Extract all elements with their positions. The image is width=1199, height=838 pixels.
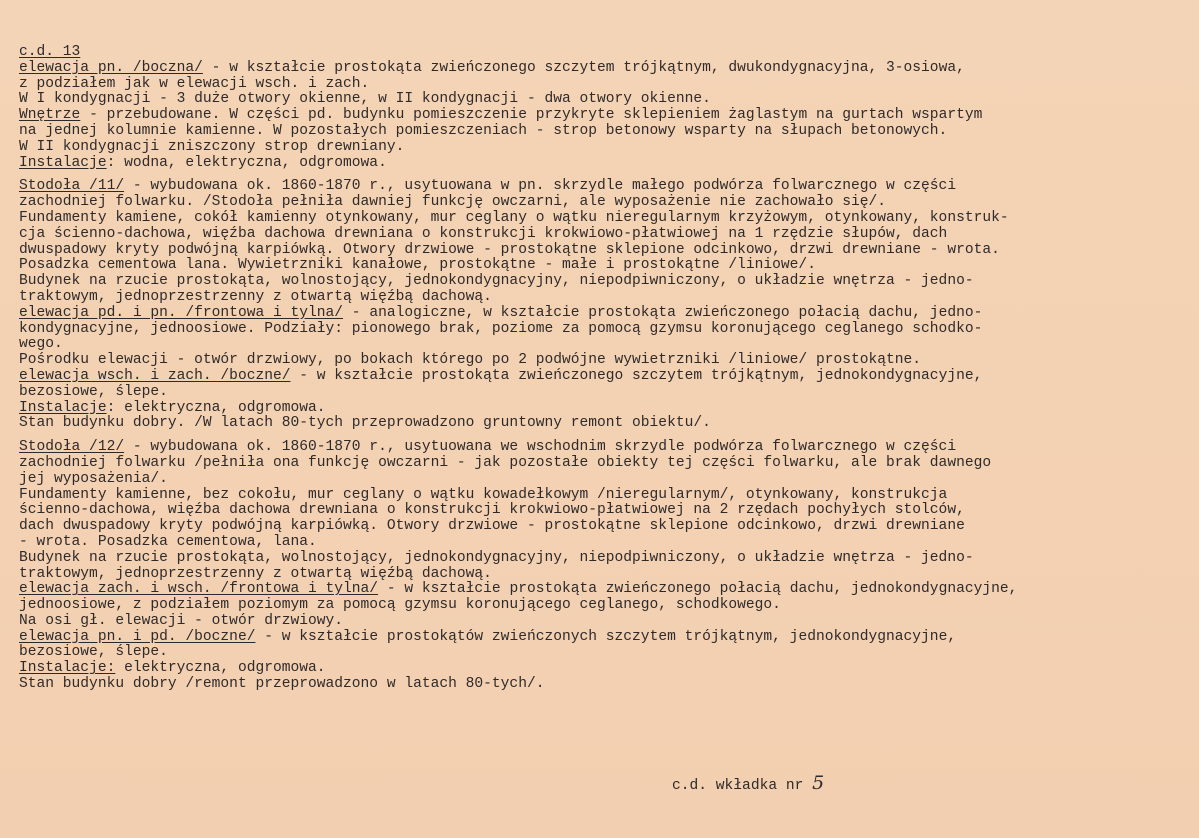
text-line xyxy=(19,92,1194,108)
text-line xyxy=(19,290,1194,306)
text-line xyxy=(19,488,1194,504)
line-text: - w kształcie prostokątów zwieńczonych szczytem trójkątnym, jednokondygnacyjne, xyxy=(255,628,957,645)
line-text: : wodna, elektryczna, odgromowa. xyxy=(106,154,387,171)
line-text: - przebudowane. W części pd. budynku pomieszczenie przykryte sklepieniem żaglastym na gurtach wspartym xyxy=(80,107,983,124)
line-text: Posadzka cementowa lana. Wywietrzniki kanałowe, prostokątne - małe i prostokątne /liniowe/. xyxy=(19,257,816,274)
line-text: cja ścienno-dachowa, więźba dachowa drewniana o konstrukcji krokwiowo-płatwiowej na 1 rzędzie słupów, dach xyxy=(19,225,948,242)
text-line xyxy=(19,472,1194,488)
line-text: - w kształcie prostokąta zwieńczonego połacią dachu, jednokondygnacyjne, xyxy=(378,581,1018,598)
text-line xyxy=(19,353,1194,369)
line-text: dwuspadowy kryty podwójną karpiówką. Otwory drzwiowe - prostokątne sklepione odcinkowo, drzwi drewniane - wrota. xyxy=(19,241,1000,258)
text-line xyxy=(19,598,1194,614)
line-text: W I kondygnacji - 3 duże otwory okienne, w II kondygnacji - dwa otwory okienne. xyxy=(19,91,711,108)
text-line xyxy=(19,401,1194,417)
underlined-heading: elewacja pd. i pn. /frontowa i tylna/ xyxy=(19,304,344,321)
text-line xyxy=(19,677,1194,693)
underlined-heading: c.d. 13 xyxy=(19,44,81,60)
text-line xyxy=(19,211,1194,227)
document-body xyxy=(19,45,1194,693)
line-text: wego. xyxy=(19,336,63,353)
footer-text: c.d. wkładka nr xyxy=(672,778,813,794)
line-text: kondygnacyjne, jednoosiowe. Podziały: pionowego brak, poziome za pomocą gzymsu koronującego ceglanego schodko- xyxy=(19,320,983,337)
line-text: - wybudowana ok. 1860-1870 r., usytuowana we wschodnim skrzydle podwórza folwarcznego w części xyxy=(124,439,957,456)
text-line xyxy=(19,306,1194,322)
text-line xyxy=(19,630,1194,646)
line-text: Budynek na rzucie prostokąta, wolnostojący, jednokondygnacyjny, niepodpiwniczony, o układzie wnętrza - jedno- xyxy=(19,549,974,566)
line-text: dach dwuspadowy kryty podwójną karpiówką. Otwory drzwiowe - prostokątne sklepione odcinkowo, drzwi drewniane xyxy=(19,518,965,535)
line-text: traktowym, jednoprzestrzenny z otwartą więźbą dachową. xyxy=(19,565,492,582)
underlined-heading: Instalacje: xyxy=(19,660,116,677)
footer-page-number: 5 xyxy=(812,772,825,794)
line-text: Pośrodku elewacji - otwór drzwiowy, po bokach którego po 2 podwójne wywietrzniki /liniowe/ prostokątne. xyxy=(19,352,922,369)
text-line xyxy=(19,274,1194,290)
text-line xyxy=(19,45,1194,61)
underlined-heading: Instalacje xyxy=(19,399,107,416)
text-line xyxy=(19,503,1194,519)
text-line xyxy=(19,440,1194,456)
text-line xyxy=(19,337,1194,353)
line-text: bezosiowe, ślepe. xyxy=(19,644,168,661)
text-line xyxy=(19,519,1194,535)
line-text: : elektryczna, odgromowa. xyxy=(106,399,326,416)
underlined-heading: elewacja wsch. i zach. /boczne/ xyxy=(19,367,291,384)
line-text: elektryczna, odgromowa. xyxy=(115,660,326,677)
text-line xyxy=(19,61,1194,77)
line-text: traktowym, jednoprzestrzenny z otwartą więźbą dachową. xyxy=(19,288,492,305)
line-text: zachodniej folwarku. /Stodoła pełniła dawniej funkcję owczarni, ale wyposażenie nie zachowało się/. xyxy=(19,194,887,211)
text-line xyxy=(19,535,1194,551)
underlined-heading: Wnętrze xyxy=(19,107,81,124)
line-text: jednoosiowe, z podziałem poziomym za pomocą gzymsu koronującego ceglanego, schodkowego. xyxy=(19,597,781,614)
text-line xyxy=(19,243,1194,259)
text-line xyxy=(19,369,1194,385)
line-text: zachodniej folwarku /pełniła ona funkcję owczarni - jak pozostałe obiekty tej części folwarku, ale brak dawnego xyxy=(19,454,992,471)
text-line xyxy=(19,567,1194,583)
line-text: bezosiowe, ślepe. xyxy=(19,383,168,400)
line-text: - analogiczne, w kształcie prostokąta zwieńczonego połacią dachu, jedno- xyxy=(343,304,983,321)
underlined-heading: elewacja zach. i wsch. /frontowa i tylna/ xyxy=(19,581,379,598)
text-line xyxy=(19,614,1194,630)
text-line xyxy=(19,77,1194,93)
text-line xyxy=(19,195,1194,211)
underlined-heading: Instalacje xyxy=(19,154,107,171)
line-text: - wrota. Posadzka cementowa, lana. xyxy=(19,533,317,550)
text-line xyxy=(19,645,1194,661)
line-text: - w kształcie prostokąta zwieńczonego szczytem trójkątnym, dwukondygnacyjna, 3-osiowa, xyxy=(202,59,965,76)
line-text: Fundamenty kamiene, cokół kamienny otynkowany, mur ceglany o wątku nieregularnym krzyżowym, otynkowany, konstruk- xyxy=(19,209,1009,226)
underlined-heading: Stodoła /12/ xyxy=(19,439,125,456)
text-line xyxy=(19,416,1194,432)
line-text: W II kondygnacji zniszczony strop drewniany. xyxy=(19,138,405,155)
line-text: Stan budynku dobry. /W latach 80-tych przeprowadzono gruntowny remont obiektu/. xyxy=(19,415,711,432)
line-text: jej wyposażenia/. xyxy=(19,470,168,487)
text-line xyxy=(19,661,1194,677)
text-line xyxy=(19,227,1194,243)
text-line xyxy=(19,108,1194,124)
text-line xyxy=(19,582,1194,598)
line-text: - wybudowana ok. 1860-1870 r., usytuowana w pn. skrzydle małego podwórza folwarcznego w części xyxy=(124,178,957,195)
text-line xyxy=(19,456,1194,472)
underlined-heading: Stodoła /11/ xyxy=(19,178,125,195)
underlined-heading: elewacja pn. /boczna/ xyxy=(19,59,203,76)
line-text: Fundamenty kamienne, bez cokołu, mur ceglany o wątku kowadełkowym /nieregularnym/, otynkowany, konstrukcja xyxy=(19,486,948,503)
line-text: Na osi gł. elewacji - otwór drzwiowy. xyxy=(19,612,344,629)
line-text: - w kształcie prostokąta zwieńczonego szczytem trójkątnym, jednokondygnacyjne, xyxy=(290,367,983,384)
line-text: z podziałem jak w elewacji wsch. i zach. xyxy=(19,75,370,92)
line-text: na jednej kolumnie kamienne. W pozostałych pomieszczeniach - strop betonowy wsparty na słupach betonowych. xyxy=(19,122,948,139)
text-line xyxy=(19,258,1194,274)
underlined-heading: elewacja pn. i pd. /boczne/ xyxy=(19,628,256,645)
text-line xyxy=(19,124,1194,140)
text-line xyxy=(19,140,1194,156)
line-text: Budynek na rzucie prostokąta, wolnostojący, jednokondygnacyjny, niepodpiwniczony, o układzie wnętrza - jedno- xyxy=(19,273,974,290)
text-line xyxy=(19,156,1194,172)
text-line xyxy=(19,179,1194,195)
line-text: Stan budynku dobry /remont przeprowadzono w latach 80-tych/. xyxy=(19,676,545,693)
text-line xyxy=(19,322,1194,338)
footer-note xyxy=(672,772,824,794)
text-line xyxy=(19,551,1194,567)
line-text: ścienno-dachowa, więźba dachowa drewniana o konstrukcji krokwiowo-płatwiowej na 2 rzędach pochyłych stolców, xyxy=(19,502,965,519)
text-line xyxy=(19,385,1194,401)
